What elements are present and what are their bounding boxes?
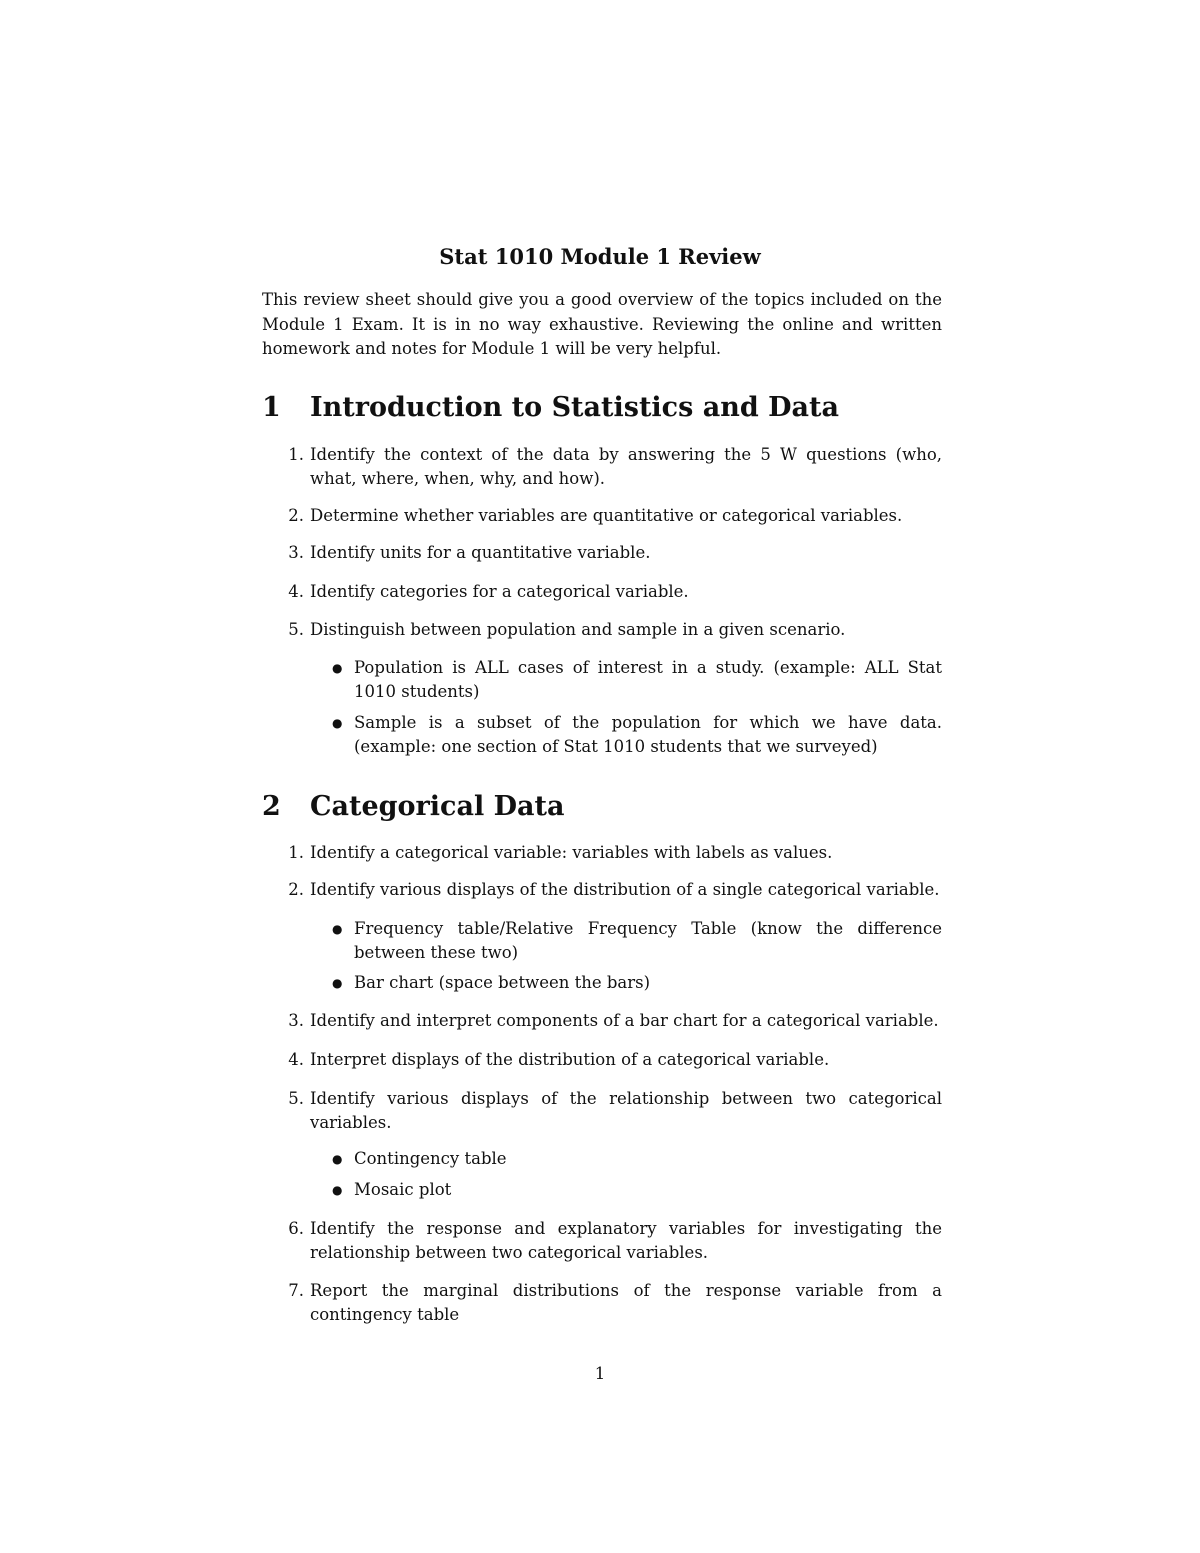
list-item	[262, 1009, 942, 1033]
bullet-text: Bar chart (space between the bars)	[354, 973, 651, 992]
page-number: 1	[594, 1364, 606, 1383]
item-text: Identify and interpret components of a bar chart for a categorical variable.	[310, 1011, 939, 1030]
item-number: 5.	[288, 620, 304, 639]
list-item	[262, 1087, 942, 1135]
item-number: 3.	[288, 543, 304, 562]
item-text: Distinguish between population and sample in a given scenario.	[310, 620, 846, 639]
item-number: 5.	[288, 1089, 304, 1108]
bullet-icon: ●	[332, 661, 343, 675]
section-title: Introduction to Statistics and Data	[310, 392, 840, 423]
bullet-item	[330, 971, 942, 995]
item-number: 7.	[288, 1281, 304, 1300]
item-text: Report the marginal distributions of the response variable from a contingency table	[310, 1281, 942, 1324]
item-number: 1.	[288, 843, 304, 862]
section-2-heading	[262, 789, 962, 825]
document-title: Stat 1010 Module 1 Review	[439, 244, 761, 269]
section-number: 2	[262, 791, 281, 822]
bullet-icon: ●	[332, 922, 343, 936]
item-text: Identify various displays of the distribution of a single categorical variable.	[310, 880, 940, 899]
bullet-item	[330, 1178, 942, 1202]
bullet-item	[330, 711, 942, 759]
bullet-icon: ●	[332, 1152, 343, 1166]
list-item	[262, 541, 942, 565]
item-text: Identify the response and explanatory variables for investigating the relationship between two categorical variables.	[310, 1219, 942, 1262]
list-item	[262, 841, 942, 865]
bullet-item	[330, 917, 942, 965]
bullet-text: Contingency table	[354, 1149, 507, 1168]
section-1-heading	[262, 390, 962, 426]
item-number: 4.	[288, 1050, 304, 1069]
item-text: Identify units for a quantitative variable.	[310, 543, 651, 562]
bullet-icon: ●	[332, 976, 343, 990]
item-text: Identify categories for a categorical variable.	[310, 582, 689, 601]
item-number: 4.	[288, 582, 304, 601]
item-number: 3.	[288, 1011, 304, 1030]
list-item	[262, 504, 942, 528]
bullet-text: Population is ALL cases of interest in a study. (example: ALL Stat 1010 students)	[354, 658, 942, 701]
bullet-text: Mosaic plot	[354, 1180, 452, 1199]
item-text: Identify a categorical variable: variables with labels as values.	[310, 843, 833, 862]
item-text: Identify various displays of the relationship between two categorical variables.	[310, 1089, 942, 1132]
intro-paragraph: This review sheet should give you a good overview of the topics included on the Module 1 Exam. It is in no way exhaustive. Reviewing the online and written homework and notes for Module 1 will be very helpful.	[262, 290, 942, 358]
section-number: 1	[262, 392, 281, 423]
item-text: Interpret displays of the distribution of a categorical variable.	[310, 1050, 830, 1069]
bullet-item	[330, 656, 942, 704]
list-item	[262, 1217, 942, 1265]
list-item	[262, 618, 942, 642]
bullet-icon: ●	[332, 1183, 343, 1197]
item-text: Determine whether variables are quantitative or categorical variables.	[310, 506, 903, 525]
item-number: 1.	[288, 445, 304, 464]
list-item	[262, 443, 942, 491]
section-title: Categorical Data	[310, 791, 565, 822]
list-item	[262, 1279, 942, 1327]
list-item	[262, 878, 942, 902]
item-number: 2.	[288, 880, 304, 899]
bullet-text: Sample is a subset of the population for which we have data. (example: one section of Stat 1010 students that we surveyed)	[354, 713, 942, 756]
list-item	[262, 580, 942, 604]
bullet-text: Frequency table/Relative Frequency Table (know the difference between these two)	[354, 919, 942, 962]
bullet-icon: ●	[332, 716, 343, 730]
item-number: 2.	[288, 506, 304, 525]
item-text: Identify the context of the data by answering the 5 W questions (who, what, where, when, why, and how).	[310, 445, 942, 488]
list-item	[262, 1048, 942, 1072]
item-number: 6.	[288, 1219, 304, 1238]
bullet-item	[330, 1147, 942, 1171]
